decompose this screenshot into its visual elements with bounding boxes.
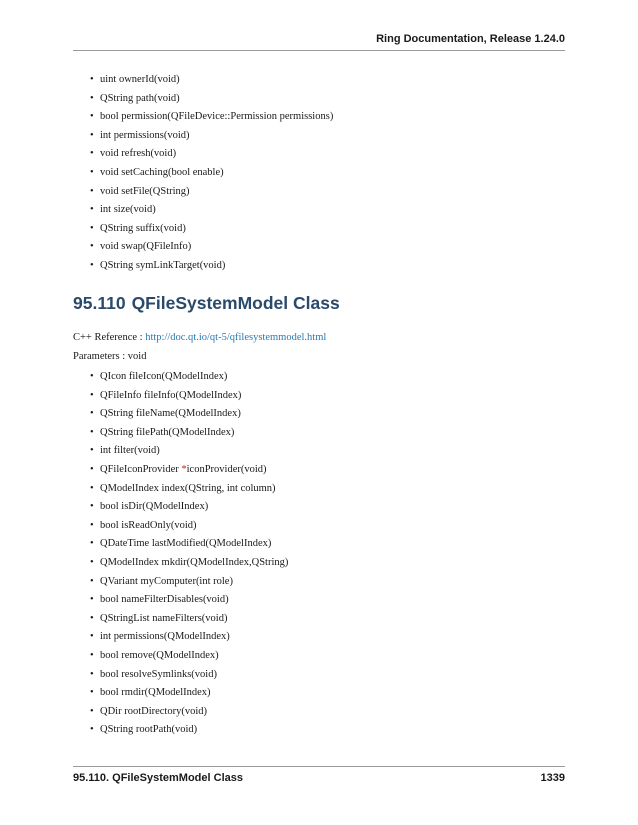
bullet-icon: • (90, 185, 94, 197)
bullet-icon: • (90, 724, 94, 736)
list-item: • QIcon fileIcon(QModelIndex) (73, 368, 553, 387)
list-item: • bool isDir(QModelIndex) (73, 498, 553, 517)
bullet-icon: • (90, 501, 94, 513)
running-header: Ring Documentation, Release 1.24.0 (376, 33, 565, 45)
bullet-icon: • (90, 204, 94, 216)
bullet-icon: • (90, 148, 94, 160)
bullet-icon: • (90, 408, 94, 420)
bullet-icon: • (90, 631, 94, 643)
bullet-icon: • (90, 259, 94, 271)
list-item: • QFileInfo fileInfo(QModelIndex) (73, 387, 553, 406)
bullet-icon: • (90, 575, 94, 587)
reference-link[interactable]: http://doc.qt.io/qt-5/qfilesystemmodel.html (145, 332, 327, 343)
bullet-icon: • (90, 241, 94, 253)
bullet-icon: • (90, 445, 94, 457)
bullet-icon: • (90, 612, 94, 624)
bullet-icon: • (90, 649, 94, 661)
list-item: • void setCaching(bool enable) (73, 164, 553, 183)
section-heading (73, 293, 340, 314)
reference-label: C++ Reference : (73, 332, 146, 343)
pointer-star: * (181, 463, 187, 475)
list-item: • QString symLinkTarget(void) (73, 257, 553, 276)
list-item: • QModelIndex index(QString, int column) (73, 480, 553, 499)
bullet-icon: • (90, 426, 94, 438)
list-item: • QStringList nameFilters(void) (73, 610, 553, 629)
bullet-icon: • (90, 519, 94, 531)
list-item: • QString fileName(QModelIndex) (73, 405, 553, 424)
method-list-qfileinfo (73, 71, 553, 276)
list-item: • void refresh(void) (73, 145, 553, 164)
bullet-icon: • (90, 111, 94, 123)
bullet-icon: • (90, 594, 94, 606)
bullet-icon: • (90, 687, 94, 699)
list-item: • bool remove(QModelIndex) (73, 647, 553, 666)
footer-divider (73, 766, 565, 767)
section-number: 95.110 (73, 293, 126, 313)
parameters-line: Parameters : void (73, 351, 147, 362)
cpp-reference-line (73, 332, 326, 343)
page-number: 1339 (540, 772, 565, 784)
list-item: • bool nameFilterDisables(void) (73, 591, 553, 610)
list-item: • QString suffix(void) (73, 220, 553, 239)
list-item: • int permissions(void) (73, 127, 553, 146)
list-item: • int permissions(QModelIndex) (73, 628, 553, 647)
list-item: • bool resolveSymlinks(void) (73, 666, 553, 685)
bullet-icon: • (90, 166, 94, 178)
list-item: • bool permission(QFileDevice::Permission permissions) (73, 108, 553, 127)
section-title: QFileSystemModel Class (131, 293, 340, 313)
list-item: • uint ownerId(void) (73, 71, 553, 90)
bullet-icon: • (90, 92, 94, 104)
list-item: • int filter(void) (73, 442, 553, 461)
list-item: • QString rootPath(void) (73, 721, 553, 740)
header-divider (73, 50, 565, 51)
list-item: • QString path(void) (73, 90, 553, 109)
list-item: • bool rmdir(QModelIndex) (73, 684, 553, 703)
list-item: • bool isReadOnly(void) (73, 517, 553, 536)
list-item: • void setFile(QString) (73, 183, 553, 202)
list-item: • QDir rootDirectory(void) (73, 703, 553, 722)
method-list-qfilesystemmodel (73, 368, 553, 740)
bullet-icon: • (90, 668, 94, 680)
bullet-icon: • (90, 538, 94, 550)
list-item: • int size(void) (73, 201, 553, 220)
bullet-icon: • (90, 129, 94, 141)
bullet-icon: • (90, 371, 94, 382)
list-item: • QModelIndex mkdir(QModelIndex,QString) (73, 554, 553, 573)
list-item: • void swap(QFileInfo) (73, 238, 553, 257)
list-item: • QString filePath(QModelIndex) (73, 424, 553, 443)
bullet-icon: • (90, 705, 94, 717)
bullet-icon: • (90, 74, 94, 85)
bullet-icon: • (90, 482, 94, 494)
bullet-icon: • (90, 556, 94, 568)
list-item: • QDateTime lastModified(QModelIndex) (73, 535, 553, 554)
list-item: • QVariant myComputer(int role) (73, 573, 553, 592)
list-item: • QFileIconProvider *iconProvider(void) (73, 461, 553, 480)
footer-section-label: 95.110. QFileSystemModel Class (73, 772, 243, 784)
bullet-icon: • (90, 389, 94, 401)
bullet-icon: • (90, 463, 94, 475)
bullet-icon: • (90, 222, 94, 234)
